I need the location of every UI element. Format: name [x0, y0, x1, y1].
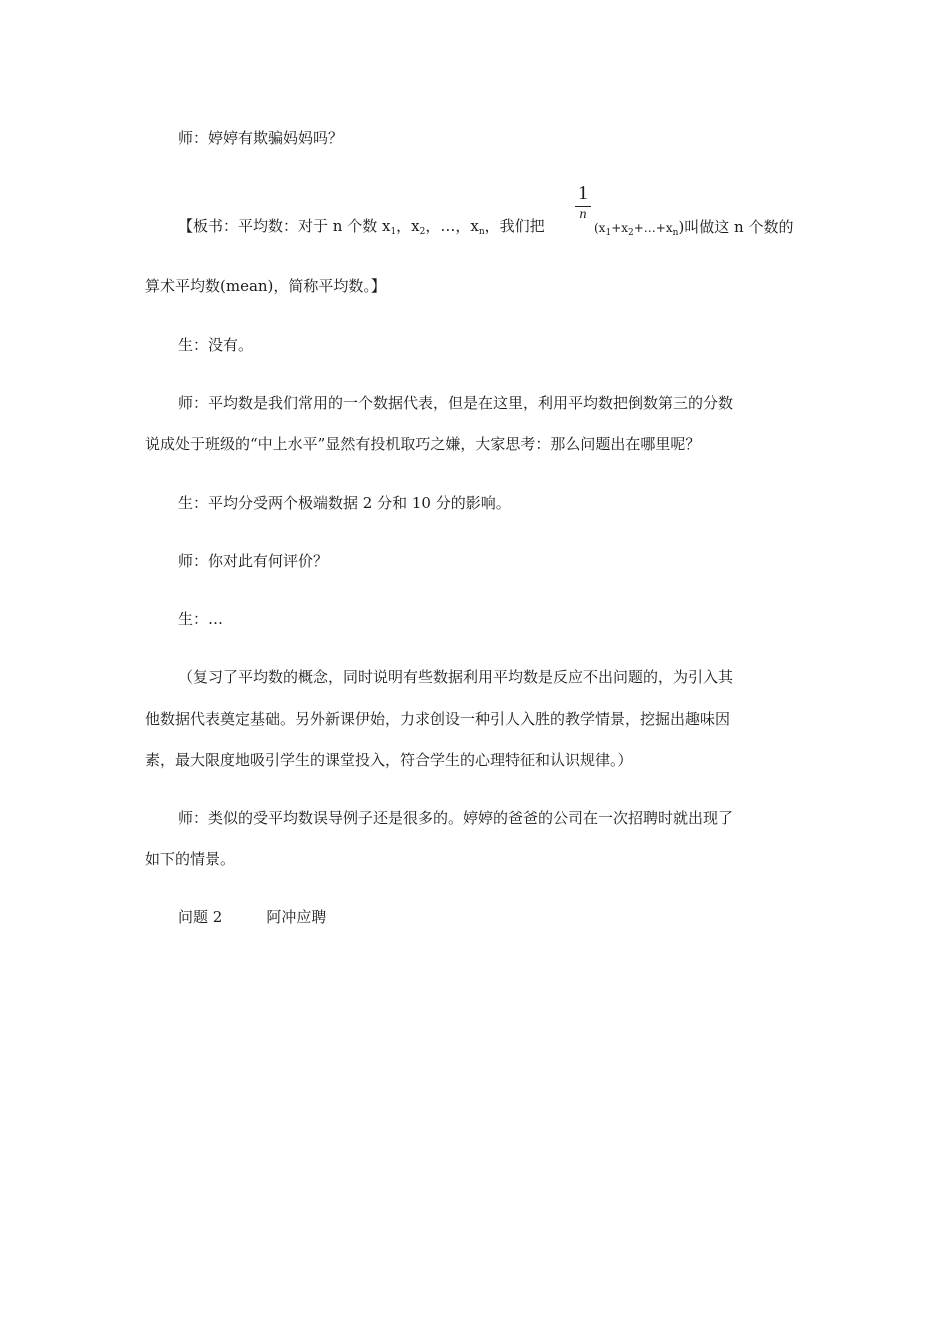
bb-s2: 2: [628, 228, 634, 238]
teacher-question-2: 师：你对此有何评价？: [178, 552, 329, 570]
commentary-line1: （复习了平均数的概念，同时说明有些数据利用平均数是反应不出问题的，为引入其: [178, 668, 734, 686]
teacher-question-line: 师：婷婷有欺骗妈妈吗？: [178, 129, 344, 147]
problem-heading: [178, 907, 326, 927]
teacher-paragraph-2-line2: 如下的情景。: [145, 850, 236, 868]
bb-part1: 【板书：平均数：对于 n 个数 x: [178, 217, 391, 235]
bb-part5: (x: [594, 221, 606, 235]
teacher-paragraph-line1: 师：平均数是我们常用的一个数据代表，但是在这里，利用平均数把倒数第三的分数: [178, 394, 734, 412]
bb-sub2: 2: [419, 227, 426, 237]
bb-part2: ，x: [396, 217, 420, 235]
bb-part7: +…+x: [633, 221, 673, 235]
blackboard-sum-expression: [594, 217, 794, 243]
fraction-one-over-n: [575, 182, 591, 223]
bb-part4: ，我们把: [484, 217, 545, 235]
fraction-denominator: n: [579, 207, 587, 222]
bb-part3: ，…，x: [425, 217, 479, 235]
blackboard-definition-line2: 算术平均数(mean)，简称平均数。】: [145, 277, 386, 295]
student-answer-2: 生：平均分受两个极端数据 2 分和 10 分的影响。: [178, 494, 511, 512]
commentary-line3: 素，最大限度地吸引学生的课堂投入，符合学生的心理特征和认识规律。）: [145, 751, 633, 769]
commentary-line2: 他数据代表奠定基础。另外新课伊始，力求创设一种引人入胜的教学情景，挖掘出趣味因: [145, 710, 731, 728]
teacher-paragraph-2-line1: 师：类似的受平均数误导例子还是很多的。婷婷的爸爸的公司在一次招聘时就出现了: [178, 809, 734, 827]
bb-sub1: 1: [390, 227, 397, 237]
bb-part6: +x: [611, 221, 629, 235]
bb-s1: 1: [605, 228, 612, 238]
bb-subn: n: [478, 227, 485, 237]
student-answer-1: 生：没有。: [178, 336, 254, 354]
teacher-paragraph-line2: 说成处于班级的“中上水平”显然有投机取巧之嫌，大家思考：那么问题出在哪里呢？: [145, 435, 701, 453]
fraction-numerator: 1: [578, 182, 588, 204]
problem-title: 阿冲应聘: [266, 908, 327, 926]
bb-sn: n: [672, 228, 679, 238]
blackboard-definition-line1: [178, 216, 545, 242]
bb-part8: )叫做这 n 个数的: [678, 218, 794, 236]
student-answer-3: 生：…: [178, 610, 224, 628]
problem-label: 问题 2: [178, 908, 223, 926]
